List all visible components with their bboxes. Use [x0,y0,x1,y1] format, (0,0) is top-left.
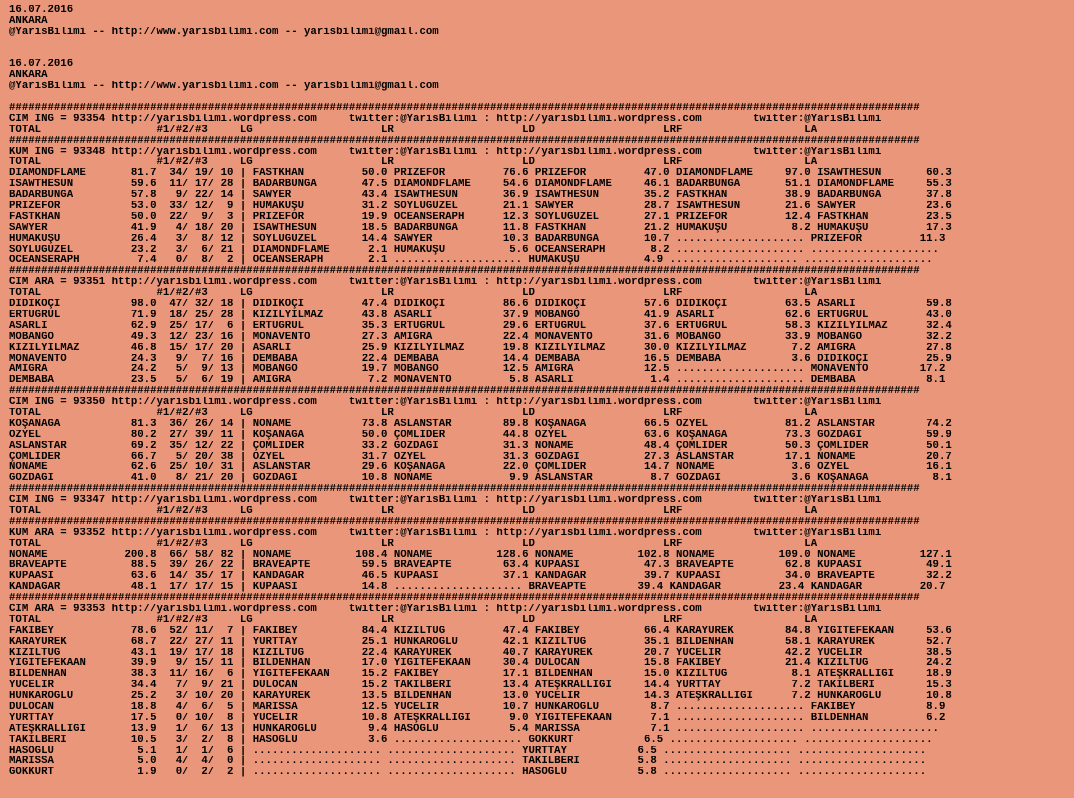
column-header-line: TOTAL #1/#2/#3 LG LR LD LRF LA [9,538,818,550]
result-row: KOŞANAĞA 81.3 36/ 26/ 14 | NONAME 73.8 ASLANSTAR 89.8 KOŞANAĞA 66.5 ÖZYEL 81.2 ASLANSTAR 74.2 [9,418,952,430]
text-line: 16.07.2016 [9,5,74,16]
result-row: KUPAASI 63.6 14/ 35/ 17 | KANDAGAR 46.5 KUPAASI 37.1 KANDAGAR 39.7 KUPAASI 34.0 BRAVEAPTE 32.2 [9,571,952,583]
result-row: KARAYÜREK 68.7 22/ 27/ 11 | YURTTAY 25.1 HUNKAROĞLU 42.1 KIZILTUĞ 35.1 BİLDENHAN 58.1 KARAYÜREK 52.7 [9,636,952,648]
result-row: NONAMË 62.6 25/ 10/ 31 | ASLANSTAR 29.6 KOŞANAĞA 22.0 ÇOMLİDER 14.7 NONAMË 3.6 ÖZYEL 16.1 [9,462,952,474]
result-row: BİLDENHAN 38.3 11/ 16/ 6 | YİĞİTEFEKAAN 15.2 FAKIBEY 17.1 BİLDENHAN 15.0 KIZILTUĞ 8.1 ATEŞKRALLIĞI 18.9 [9,669,952,681]
result-row: SAWYER 41.9 4/ 18/ 20 | ISAWTHESUN 18.5 BADARBUNGA 11.8 FASTKHAN 21.2 HUMAKUŞU 8.2 HUMAKUŞU 17.3 [9,222,952,234]
race-header-line: KUM ING = 93348 http://yarisbilimi.wordpress.com twitter:@YarisBilimi : http://yarisbilimi.wordpress.com twitter:@YarisBilimi [9,146,882,158]
result-row: ÖZYEL 80.2 27/ 39/ 11 | KOŞANAĞA 50.0 ÇOMLİDER 44.8 ÖZYEL 63.6 KOŞANAĞA 73.3 GÖZDAĞI 59.9 [9,429,952,441]
text-line: 16.07.2016 [9,59,74,71]
result-row: ÇOMLİDER 66.7 5/ 20/ 38 | ÖZYEL 31.7 ÖZYEL 31.3 GÖZDAĞI 27.3 ASLANSTAR 17.1 NONAMË 20.7 [9,451,952,463]
text-line: ANKARA [9,70,48,82]
column-header-line: TOTAL #1/#2/#3 LG LR LD LRF LA [9,614,818,626]
column-header-line: TOTAL #1/#2/#3 LG LR LD LRF LA [9,157,818,169]
race-header-line: CIM ING = 93347 http://yarisbilimi.wordpress.com twitter:@YarisBilimi : http://yarisbilimi.wordpress.com twitter:@YarisBilimi [9,495,882,506]
race-header-line: CIM ARA = 93353 http://yarisbilimi.wordpress.com twitter:@YarisBilimi : http://yarisbilimi.wordpress.com twitter:@YarisBilimi [9,603,882,615]
result-row: GÖZDAĞI 41.0 8/ 21/ 20 | GÖZDAĞI 10.8 NONAME 9.9 ASLANSTAR 8.7 GÖZDAĞI 3.6 KOŞANAĞA 8.1 [9,473,952,485]
column-header-line: TOTAL #1/#2/#3 LG LR LD LRF LA [9,124,818,136]
result-row: ASARLI 62.9 25/ 17/ 6 | ERTUĞRUL 35.3 ERTUĞRUL 29.6 ERTUĞRUL 37.6 ERTUĞRUL 58.3 KIZILYILMAZ 32.4 [9,320,952,332]
result-row: ASLANSTAR 69.2 35/ 12/ 22 | ÇOMLİDER 33.2 GÖZDAĞI 31.3 NONAMË 48.4 ÇOMLİDER 50.3 ÇOMLİDER 50.1 [9,440,952,452]
separator-line: ############################################################################################################################################## [9,266,920,278]
result-row: ISAWTHESUN 59.6 11/ 17/ 28 | BADARBUNGA 47.5 DIAMONDFLAME 54.6 DIAMONDFLAME 46.1 BADARBUNGA 51.1 DIAMONDFLAME 55.3 [9,179,952,191]
result-row: OCEANSERAPH 7.4 0/ 8/ 2 | OCEANSERAPH 2.1 .................... HUMAKUŞU 4.9 .................... .................... [9,255,933,267]
result-row: YİĞİTEFEKAAN 39.9 9/ 15/ 11 | BİLDENHAN 17.0 YİĞİTEFEKAAN 30.4 DULOCAN 15.8 FAKIBEY 21.4 KIZILTUĞ 24.2 [9,658,952,670]
result-row: AMIGRA 24.2 5/ 9/ 13 | MOBANGO 19.7 MOBANGO 12.5 AMIGRA 12.5 .................... MONAVENTO 17.2 [9,364,946,376]
blank-line [9,49,1074,60]
result-row: HUNKAROĞLU 25.2 3/ 10/ 20 | KARAYÜREK 13.5 BİLDENHAN 13.0 YÜCELİR 14.3 ATEŞKRALLIĞI 7.2 HUNKAROĞLU 10.8 [9,691,952,702]
column-header-line: TOTAL #1/#2/#3 LG LR LD LRF LA [9,505,818,517]
race-header-line: CIM ING = 93354 http://yarisbilimi.wordpress.com twitter:@YarisBilimi : http://yarisbilimi.wordpress.com twitter:@YarisBilimi [9,113,882,125]
result-row: YURTTAY 17.5 0/ 10/ 8 | YÜCELİR 10.8 ATEŞKRALLIĞI 9.0 YİĞİTEFEKAAN 7.1 .................... BİLDENHAN 6.2 [9,712,946,724]
column-header-line: TOTAL #1/#2/#3 LG LR LD LRF LA [9,288,818,300]
column-header-line: TOTAL #1/#2/#3 LG LR LD LRF LA [9,407,818,419]
result-row: DEMBABA 23.5 5/ 6/ 19 | AMIGRA 7.2 MONAVENTO 5.8 ASARLI 1.4 .................... DEMBABA 8.1 [9,375,946,387]
race-header-line: CIM ING = 93350 http://yarisbilimi.wordpress.com twitter:@YarisBilimi : http://yarisbilimi.wordpress.com twitter:@YarisBilimi [9,397,882,408]
separator-line: ############################################################################################################################################## [9,135,920,147]
result-row: MONAVENTO 24.3 9/ 7/ 16 | DEMBABA 22.4 DEMBABA 14.4 DEMBABA 16.5 DEMBABA 3.6 DİDİKOÇİ 25.9 [9,353,952,365]
result-row: BRAVEAPTE 88.5 39/ 26/ 22 | BRAVEAPTE 59.5 BRAVEAPTE 63.4 KUPAASI 47.3 BRAVEAPTE 62.8 KUPAASI 49.1 [9,560,952,572]
result-row: YÜCELİR 34.4 7/ 9/ 21 | DULOCAN 15.2 TAKİLBERİ 13.4 ATEŞKRALLIĞI 14.4 YURTTAY 7.2 TAKİLBERİ 15.3 [9,680,952,692]
result-row: DIAMONDFLAME 81.7 34/ 19/ 10 | FASTKHAN 50.0 PRIZEFOR 76.6 PRIZEFOR 47.0 DIAMONDFLAME 97.0 ISAWTHESUN 60.3 [9,168,952,180]
result-row: HUMAKUŞU 26.4 3/ 8/ 12 | SOYLUGÜZEL 14.4 SAWYER 10.3 BADARBUNGA 10.7 .................... PRIZEFOR 11.3 [9,233,946,245]
result-row: TAKİLBERİ 10.5 3/ 2/ 8 | HASOĞLU 3.6 .................... GOKKURT 6.5 .................... .................... [9,734,933,746]
result-row: ERTUĞRUL 71.9 18/ 25/ 28 | KIZILYILMAZ 43.8 ASARLI 37.9 MOBANGO 41.9 ASARLI 62.6 ERTUĞRUL 43.0 [9,309,952,321]
race-header-line: CIM ARA = 93351 http://yarisbilimi.wordpress.com twitter:@YarisBilimi : http://yarisbilimi.wordpress.com twitter:@YarisBilimi [9,277,882,289]
result-row: HASOĞLU 5.1 1/ 1/ 6 | .................... .................... YURTTAY 6.5 .................... .................... [9,745,927,757]
separator-line: ############################################################################################################################################## [9,484,920,496]
blank-line [9,38,1074,49]
result-row: ATEŞKRALLIĞI 13.9 1/ 6/ 13 | HUNKAROĞLU 9.4 HASOĞLU 5.4 MARİSSA 7.1 .................... .................... [9,723,939,735]
text-line: ANKARA [9,15,48,27]
race-header-line: KUM ARA = 93352 http://yarisbilimi.wordpress.com twitter:@YarisBilimi : http://yarisbilimi.wordpress.com twitter:@YarisBilimi [9,527,882,539]
blank-line [9,92,1074,103]
result-row: GOKKURT 1.9 0/ 2/ 2 | .................... .................... HASOĞLU 5.8 .................... .................... [9,767,927,779]
result-row: FAKIBEY 78.6 52/ 11/ 7 | FAKIBEY 84.4 KIZILTUĞ 47.4 FAKIBEY 66.4 KARAYÜREK 84.8 YİĞİTEFEKAAN 53.6 [9,625,952,637]
result-row: MOBANGO 49.3 12/ 23/ 16 | MONAVENTO 27.3 AMIGRA 22.4 MONAVENTO 31.6 MOBANGO 33.9 MOBANGO 32.2 [9,331,952,343]
separator-line: ############################################################################################################################################## [9,516,920,528]
result-row: MARİSSA 5.0 4/ 4/ 0 | .................... .................... TAKİLBERİ 5.8 .................... .................... [9,756,927,768]
result-row: FASTKHAN 50.0 22/ 9/ 3 | PRIZEFOR 19.9 OCEANSERAPH 12.3 SOYLUGÜZEL 27.1 PRIZEFOR 12.4 FASTKHAN 23.5 [9,211,952,223]
separator-line: ############################################################################################################################################## [9,103,920,114]
text-line: @YarisBilimi -- http://www.yarisbilimi.com -- yarisbilimi@gmail.com [9,26,439,38]
result-row: PRIZEFOR 53.0 33/ 12/ 9 | HUMAKUŞU 31.2 SOYLUGÜZEL 21.1 SAWYER 28.7 ISAWTHESUN 21.6 SAWYER 23.6 [9,201,952,212]
text-line: @YarisBilimi -- http://www.yarisbilimi.com -- yarisbilimi@gmail.com [9,81,439,93]
result-row: DULOCAN 18.8 4/ 6/ 5 | MARİSSA 12.5 YÜCELİR 10.7 HUNKAROĞLU 8.7 .................... FAKIBEY 8.9 [9,702,946,713]
separator-line: ############################################################################################################################################## [9,593,920,604]
result-row: KIZILYILMAZ 46.8 15/ 17/ 20 | ASARLI 25.9 KIZILYILMAZ 19.8 KIZILYILMAZ 30.0 KIZILYILMAZ 7.2 AMIGRA 27.8 [9,342,952,354]
separator-line: ############################################################################################################################################## [9,386,920,398]
result-row: SOYLUGÜZEL 23.2 3/ 6/ 21 | DIAMONDFLAME 2.1 HUMAKUŞU 5.6 OCEANSERAPH 8.2 .................... .................... [9,244,939,256]
result-row: BADARBUNGA 57.8 9/ 22/ 14 | SAWYER 43.4 ISAWTHESUN 36.9 ISAWTHESUN 35.2 FASTKHAN 38.9 BADARBUNGA 37.8 [9,190,952,202]
result-row: NONAME 200.8 66/ 58/ 82 | NONAME 108.4 NONAME 128.6 NONAME 102.8 NONAME 109.0 NONAME 127.1 [9,549,952,561]
result-row: KIZILTUĞ 43.1 19/ 17/ 18 | KIZILTUĞ 22.4 KARAYÜREK 40.7 KARAYÜREK 20.7 YÜCELİR 42.2 YÜCELİR 38.5 [9,647,952,659]
result-row: DİDİKOÇİ 98.0 47/ 32/ 18 | DİDİKOÇİ 47.4 DİDİKOÇİ 86.6 DİDİKOÇİ 57.6 DİDİKOÇİ 63.5 ASARLI 59.8 [9,299,952,310]
result-row: KANDAGAR 48.1 17/ 17/ 15 | KUPAASI 14.8 .................... BRAVEAPTE 39.4 KANDAGAR 23.4 KANDAGAR 20.7 [9,582,946,594]
